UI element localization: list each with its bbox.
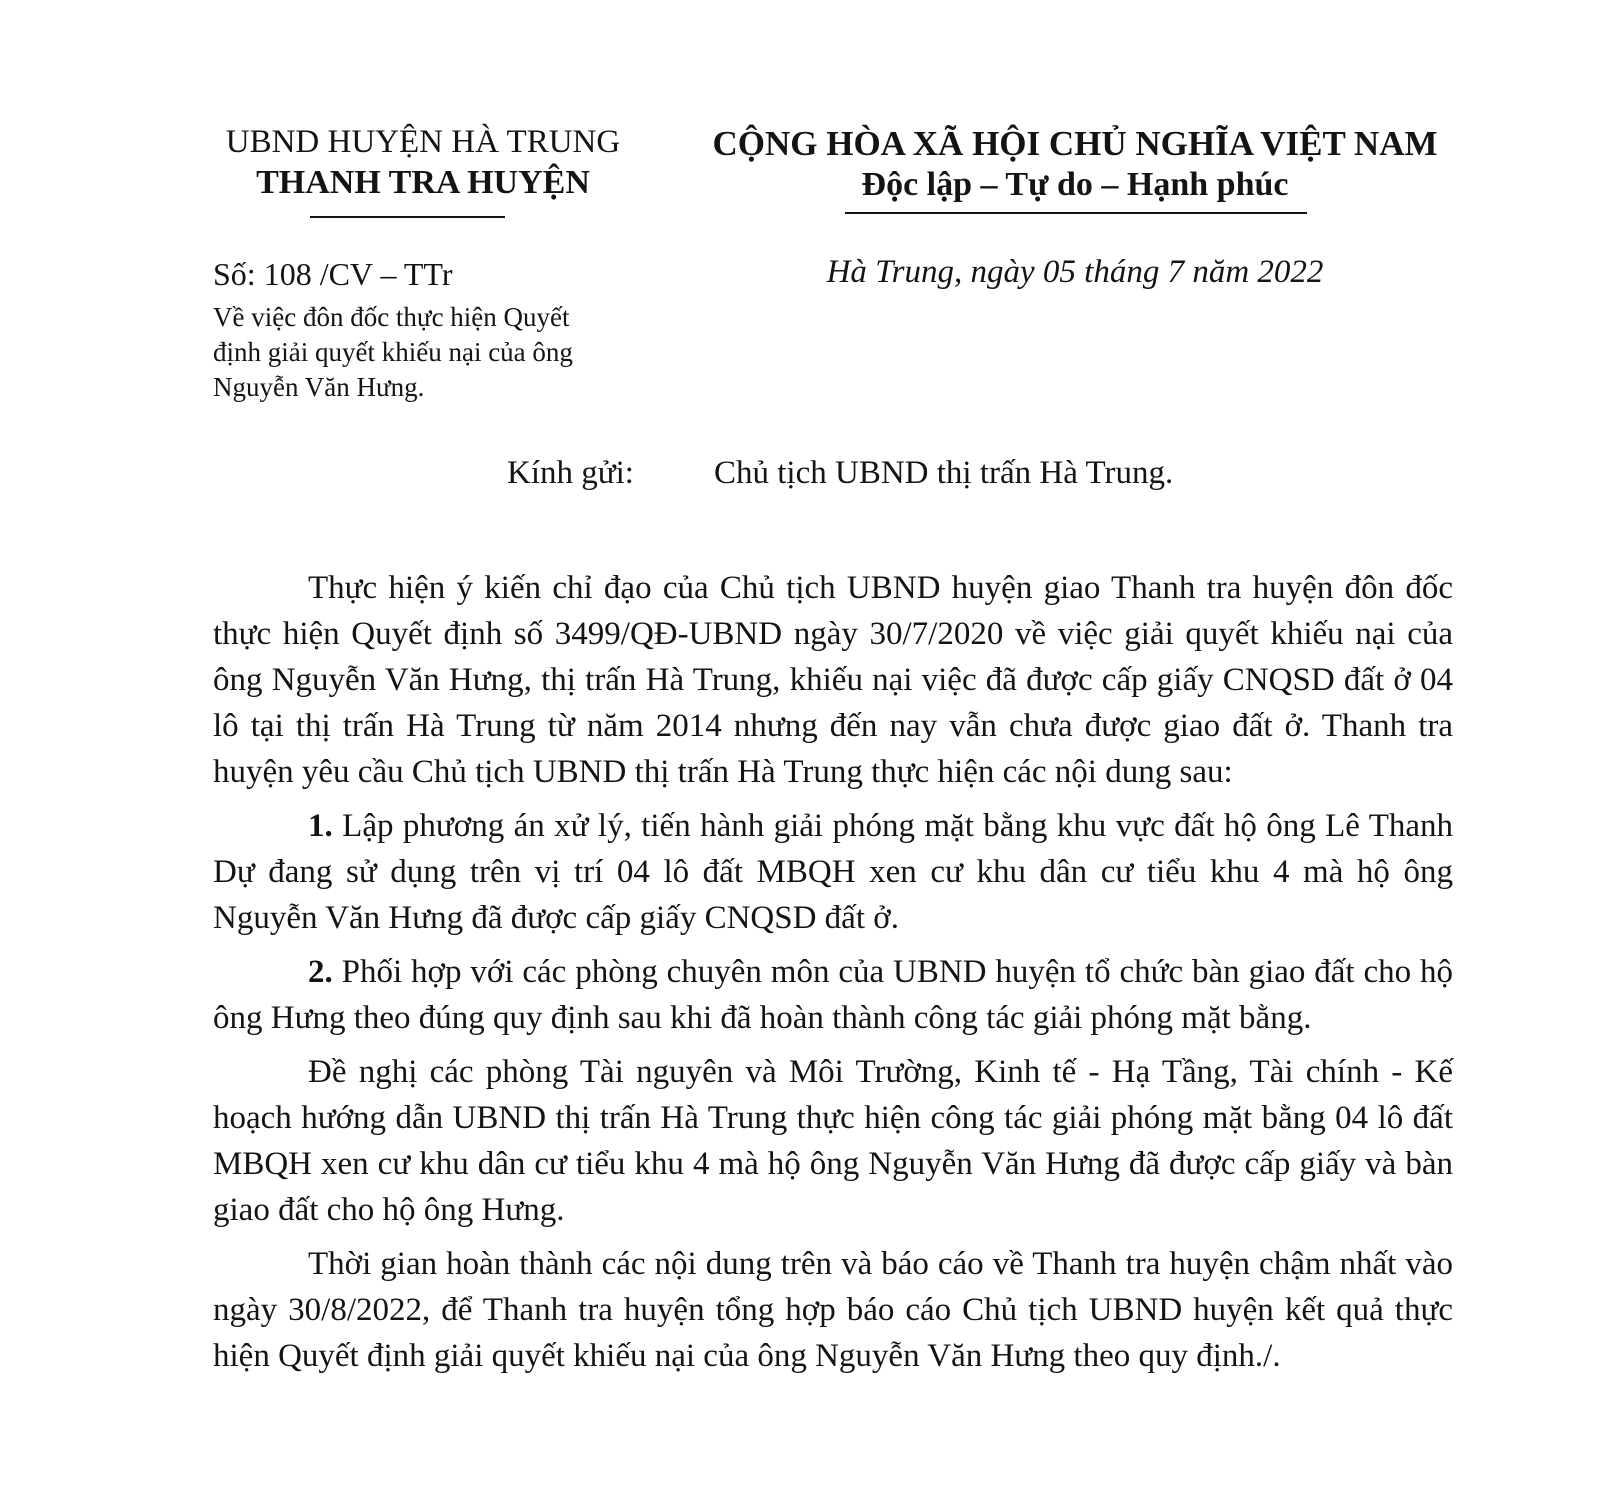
item-text: Lập phương án xử lý, tiến hành giải phóng mặt bằng khu vực đất hộ ông Lê Thanh Dự đang sử dụng trên vị trí 04 lô đất MBQH xen cư khu dân cư tiểu khu 4 mà hộ ông Nguyễn Văn Hưng đã được cấp giấy CNQSD đất ở.	[213, 808, 1454, 936]
issuing-agency-parent: UBND HUYỆN HÀ TRUNG	[225, 124, 621, 160]
place-and-date: Hà Trung, ngày 05 tháng 7 năm 2022	[826, 254, 1324, 290]
recipient-name: Chủ tịch UBND thị trấn Hà Trung.	[714, 455, 1174, 491]
item-number: 2.	[308, 954, 333, 990]
request-paragraph: Đề nghị các phòng Tài nguyên và Môi Trường, Kinh tế - Hạ Tầng, Tài chính - Kế hoạch hướng dẫn UBND thị trấn Hà Trung thực hiện công tác giải phóng mặt bằng 04 lô đất MBQH xen cư khu dân cư tiểu khu 4 mà hộ ông Nguyễn Văn Hưng đã được cấp giấy và bàn giao đất cho hộ ông Hưng.	[213, 1054, 1453, 1228]
recipient-label: Kính gửi:	[507, 455, 634, 491]
list-item	[213, 803, 1453, 941]
document-body	[213, 565, 1453, 1387]
national-motto: Độc lập – Tự do – Hạnh phúc	[861, 166, 1289, 203]
list-item	[213, 949, 1453, 1041]
document-subject: Về việc đôn đốc thực hiện Quyết định giải quyết khiếu nại của ông Nguyễn Văn Hưng.	[213, 302, 573, 402]
intro-paragraph: Thực hiện ý kiến chỉ đạo của Chủ tịch UBND huyện giao Thanh tra huyện đôn đốc thực hiện Quyết định số 3499/QĐ-UBND ngày 30/7/2020 về việc giải quyết khiếu nại của ông Nguyễn Văn Hưng, thị trấn Hà Trung, khiếu nại việc đã được cấp giấy CNQSD đất ở 04 lô tại thị trấn Hà Trung từ năm 2014 nhưng đến nay vẫn chưa được giao đất ở. Thanh tra huyện yêu cầu Chủ tịch UBND thị trấn Hà Trung thực hiện các nội dung sau:	[213, 570, 1453, 790]
national-title: CỘNG HÒA XÃ HỘI CHỦ NGHĨA VIỆT NAM	[712, 124, 1438, 163]
deadline-paragraph: Thời gian hoàn thành các nội dung trên và báo cáo về Thanh tra huyện chậm nhất vào ngày 30/8/2022, để Thanh tra huyện tổng hợp báo cáo Chủ tịch UBND huyện kết quả thực hiện Quyết định giải quyết khiếu nại của ông Nguyễn Văn Hưng theo quy định./.	[213, 1246, 1453, 1374]
document-number: Số: 108 /CV – TTr	[213, 256, 453, 292]
agency-underline	[310, 216, 505, 218]
item-number: 1.	[308, 808, 333, 844]
issuing-agency-name: THANH TRA HUYỆN	[256, 164, 590, 201]
motto-underline	[845, 212, 1307, 214]
item-text: Phối hợp với các phòng chuyên môn của UBND huyện tổ chức bàn giao đất cho hộ ông Hưng theo đúng quy định sau khi đã hoàn thành công tác giải phóng mặt bằng.	[213, 954, 1454, 1036]
